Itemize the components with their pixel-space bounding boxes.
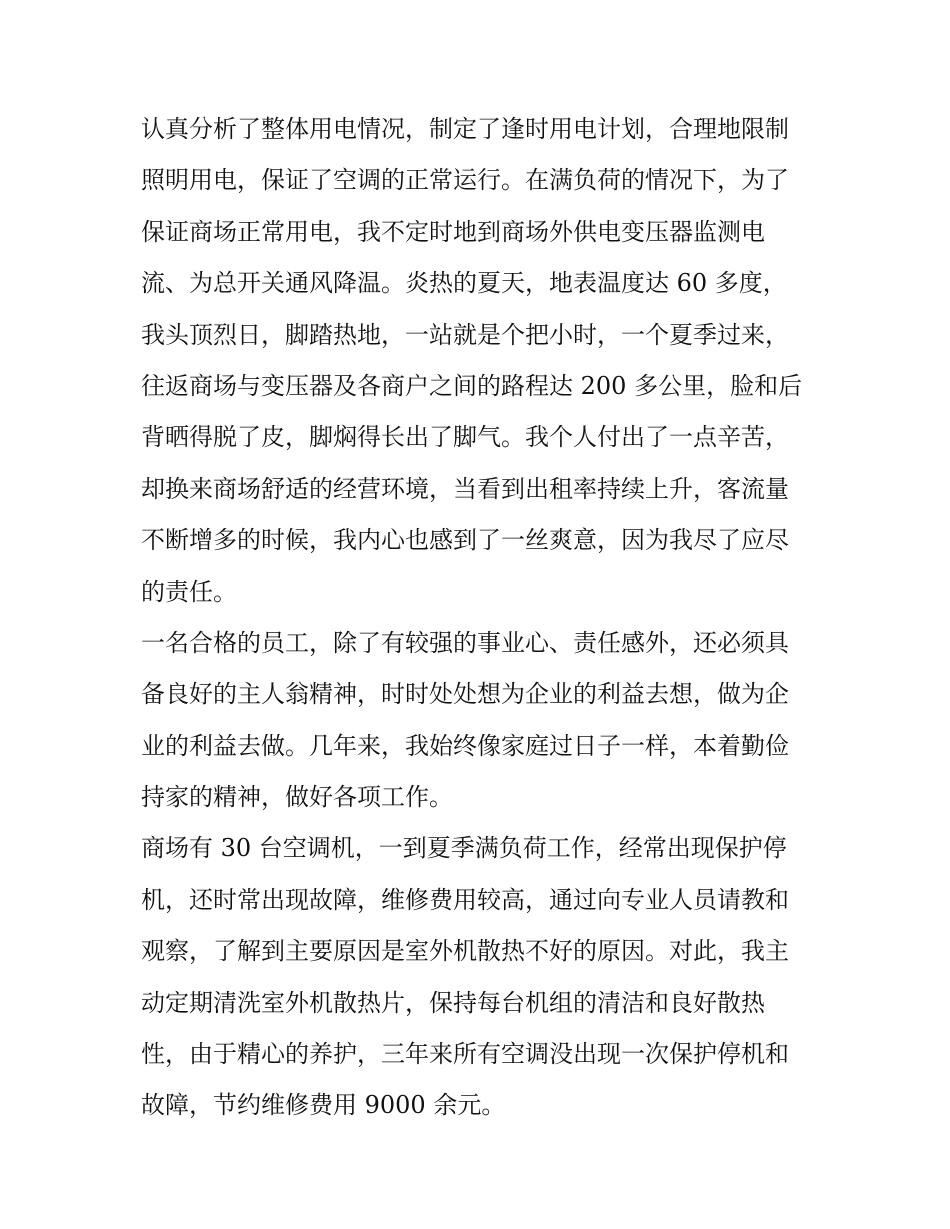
text-line: 却换来商场舒适的经营环境，当看到出租率持续上升，客流量 xyxy=(141,474,789,503)
text-line: 往返商场与变压器及各商户之间的路程达 200 多公里，脸和后 xyxy=(141,371,803,400)
text-line: 备良好的主人翁精神，时时处处想为企业的利益去想，做为企 xyxy=(141,680,789,709)
paragraph-2 xyxy=(141,618,821,824)
text-line: 不断增多的时候，我内心也感到了一丝爽意，因为我尽了应尽 xyxy=(141,526,789,555)
text-line: 背晒得脱了皮，脚焖得长出了脚气。我个人付出了一点辛苦， xyxy=(141,423,789,452)
paragraph-1 xyxy=(141,104,821,618)
text-line: 照明用电，保证了空调的正常运行。在满负荷的情况下，为了 xyxy=(141,166,789,195)
text-line: 动定期清洗室外机散热片，保持每台机组的清洁和良好散热 xyxy=(141,988,765,1017)
text-line: 流、为总开关通风降温。炎热的夏天，地表温度达 60 多度， xyxy=(141,269,787,298)
text-line: 商场有 30 台空调机，一到夏季满负荷工作，经常出现保护停 xyxy=(141,834,787,863)
text-line: 一名合格的员工，除了有较强的事业心、责任感外，还必须具 xyxy=(141,628,789,657)
text-line: 持家的精神，做好各项工作。 xyxy=(141,783,453,812)
text-line: 观察，了解到主要原因是室外机散热不好的原因。对此，我主 xyxy=(141,937,789,966)
document-body xyxy=(141,104,821,1132)
text-line: 业的利益去做。几年来，我始终像家庭过日子一样，本着勤俭 xyxy=(141,731,789,760)
text-line: 保证商场正常用电，我不定时地到商场外供电变压器监测电 xyxy=(141,217,765,246)
paragraph-3 xyxy=(141,823,821,1131)
text-line: 机，还时常出现故障，维修费用较高，通过向专业人员请教和 xyxy=(141,885,789,914)
text-line: 我头顶烈日，脚踏热地，一站就是个把小时，一个夏季过来， xyxy=(141,320,789,349)
text-line: 的责任。 xyxy=(141,577,237,606)
text-line: 认真分析了整体用电情况，制定了逢时用电计划，合理地限制 xyxy=(141,115,789,143)
text-line: 故障，节约维修费用 9000 余元。 xyxy=(141,1091,506,1120)
text-line: 性，由于精心的养护，三年来所有空调没出现一次保护停机和 xyxy=(141,1040,789,1069)
